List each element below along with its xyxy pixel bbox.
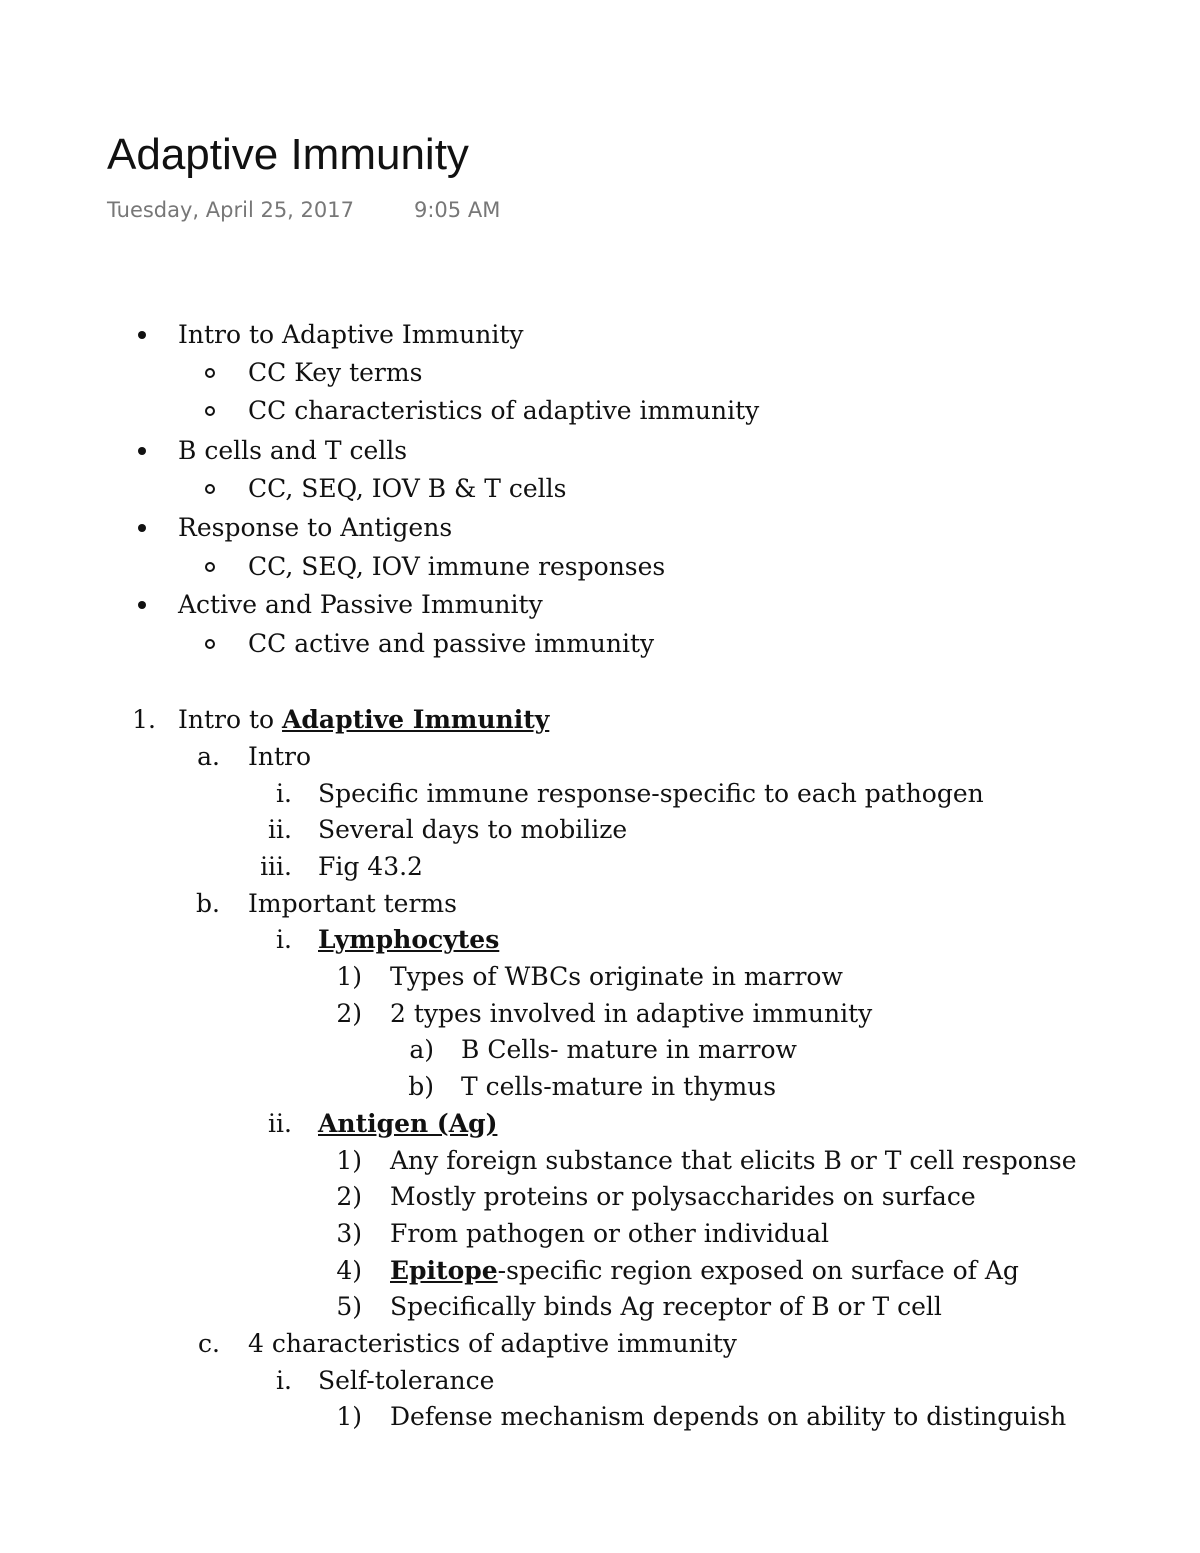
list-item: Types of WBCs originate in marrow xyxy=(390,962,843,991)
page-title: Adaptive Immunity xyxy=(107,130,469,179)
bullet-icon xyxy=(138,524,146,532)
outline-subitem: CC characteristics of adaptive immunity xyxy=(248,396,760,425)
list-marker: ii. xyxy=(268,1109,292,1138)
circle-bullet-icon xyxy=(205,406,215,416)
term-epitope: Epitope xyxy=(390,1256,498,1285)
list-marker: 1. xyxy=(132,705,156,734)
list-marker: 2) xyxy=(336,999,362,1028)
list-marker: b. xyxy=(196,889,220,918)
list-item: T cells-mature in thymus xyxy=(461,1072,777,1101)
list-item: 4 characteristics of adaptive immunity xyxy=(248,1329,737,1358)
list-marker: 1) xyxy=(336,1146,362,1175)
list-marker: 1) xyxy=(336,962,362,991)
list-marker: c. xyxy=(198,1329,220,1358)
circle-bullet-icon xyxy=(205,368,215,378)
list-marker: 2) xyxy=(336,1182,362,1211)
list-marker: i. xyxy=(276,1366,292,1395)
list-marker: a) xyxy=(409,1035,434,1064)
list-item: Intro xyxy=(248,742,312,771)
list-item: 2 types involved in adaptive immunity xyxy=(390,999,873,1028)
circle-bullet-icon xyxy=(205,639,215,649)
list-marker: a. xyxy=(197,742,220,771)
outline-subitem: CC Key terms xyxy=(248,358,423,387)
list-marker: i. xyxy=(276,779,292,808)
list-item: Fig 43.2 xyxy=(318,852,423,881)
list-item: From pathogen or other individual xyxy=(390,1219,830,1248)
list-marker: 3) xyxy=(336,1219,362,1248)
list-item: Several days to mobilize xyxy=(318,815,628,844)
note-date: Tuesday, April 25, 2017 xyxy=(107,198,354,222)
list-item: Important terms xyxy=(248,889,457,918)
list-item: Specific immune response-specific to each pathogen xyxy=(318,779,984,808)
outline-item: Response to Antigens xyxy=(178,513,453,542)
list-marker: ii. xyxy=(268,815,292,844)
section-heading xyxy=(178,705,549,735)
bullet-icon xyxy=(138,331,146,339)
note-time: 9:05 AM xyxy=(414,198,501,222)
list-item: Any foreign substance that elicits B or T cell response xyxy=(390,1146,1077,1175)
term-antigen: Antigen (Ag) xyxy=(318,1109,498,1138)
outline-item: Active and Passive Immunity xyxy=(178,590,543,619)
bullet-icon xyxy=(138,447,146,455)
list-marker: 4) xyxy=(336,1256,362,1285)
bullet-icon xyxy=(138,601,146,609)
list-marker: b) xyxy=(408,1072,434,1101)
list-marker: i. xyxy=(276,925,292,954)
epitope-definition: -specific region exposed on surface of Ag xyxy=(497,1256,1019,1285)
outline-item: Intro to Adaptive Immunity xyxy=(178,320,524,349)
section-heading-prefix: Intro to xyxy=(178,705,283,734)
list-item: Self-tolerance xyxy=(318,1366,495,1395)
list-item: Defense mechanism depends on ability to distinguish xyxy=(390,1402,1067,1431)
outline-subitem: CC, SEQ, IOV immune responses xyxy=(248,552,666,581)
list-item xyxy=(390,1256,1019,1286)
list-item: Specifically binds Ag receptor of B or T cell xyxy=(390,1292,942,1321)
list-item: Mostly proteins or polysaccharides on surface xyxy=(390,1182,976,1211)
circle-bullet-icon xyxy=(205,484,215,494)
term-lymphocytes: Lymphocytes xyxy=(318,925,500,954)
outline-item: B cells and T cells xyxy=(178,436,408,465)
outline-subitem: CC, SEQ, IOV B & T cells xyxy=(248,474,567,503)
section-heading-term: Adaptive Immunity xyxy=(282,705,550,734)
outline-subitem: CC active and passive immunity xyxy=(248,629,655,658)
circle-bullet-icon xyxy=(205,562,215,572)
list-marker: iii. xyxy=(260,852,292,881)
list-item: B Cells- mature in marrow xyxy=(461,1035,797,1064)
list-marker: 1) xyxy=(336,1402,362,1431)
list-marker: 5) xyxy=(336,1292,362,1321)
